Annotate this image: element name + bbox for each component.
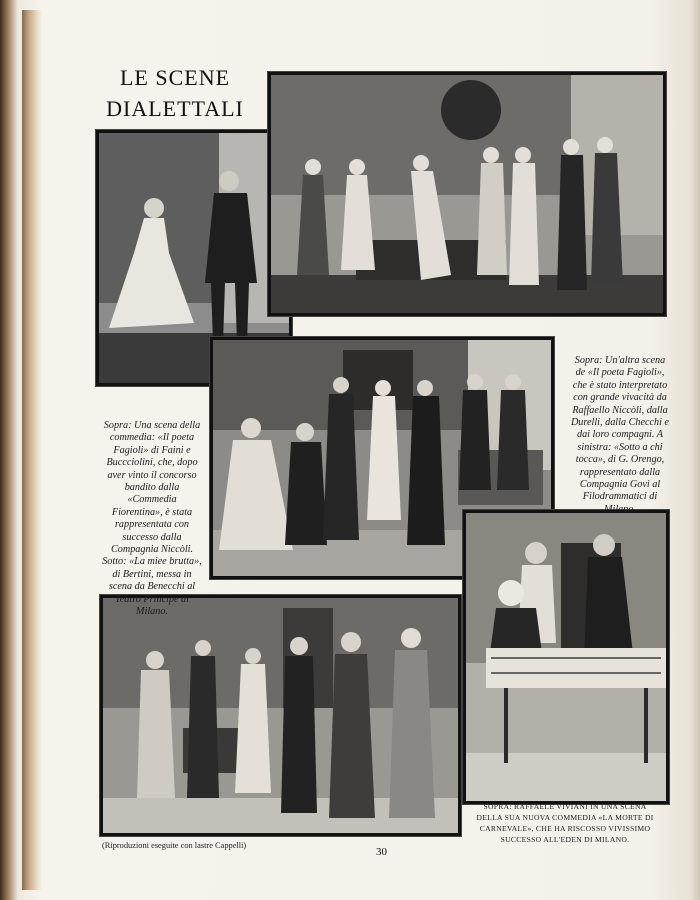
caption-right: Sopra: Un'altra scena de «Il poeta Fagioli», che è stato interpretato con grande vivacità da Raffaello Niccòli, dalla Durelli, dalla Checchi e dai loro compagni. A sinistra: «Sotto a chi tocca», di G. Orengo, rappresentato dalla Compagnia Govi al Filodrammatici di Milano. <box>570 355 670 515</box>
caption-bottom-right: SOPRA: RAFFAELE VIVIANI IN UNA SCENA DELLA SUA NUOVA COMMEDIA «LA MORTE DI CARNEVALE», CHE HA RISCOSSO VIVISSIMO SUCCESSO ALL'EDEN DI MILANO. <box>476 802 654 844</box>
photo-middle-right <box>463 510 669 804</box>
photo-credit: (Riproduzioni eseguite con lastre Cappelli) <box>102 841 247 850</box>
photo-bottom-left-image <box>103 598 458 833</box>
photo-top-right-image <box>271 75 663 313</box>
book-spine-shadow <box>22 10 42 890</box>
page-headline <box>90 62 260 124</box>
caption-left: Sopra: Una scena della commedia: «Il poeta Fagioli» di Faini e Buccciolini, che, dopo aver vinto il concorso bandito dalla «Commedia Fiorentina», è stata rappresentata con successo dalla Compagnia Niccòli. Sotto: «La miee brutta», di Bertini, messa in scena da Benecchi al Teatro Principe di Milano. <box>102 420 202 618</box>
photo-top-right <box>268 72 666 316</box>
page-number: 30 <box>376 846 387 858</box>
headline-line-2: DIALETTALI <box>106 96 244 121</box>
headline-line-1: LE SCENE <box>119 65 231 90</box>
photo-bottom-left <box>100 595 461 836</box>
photo-middle-right-image <box>466 513 666 801</box>
